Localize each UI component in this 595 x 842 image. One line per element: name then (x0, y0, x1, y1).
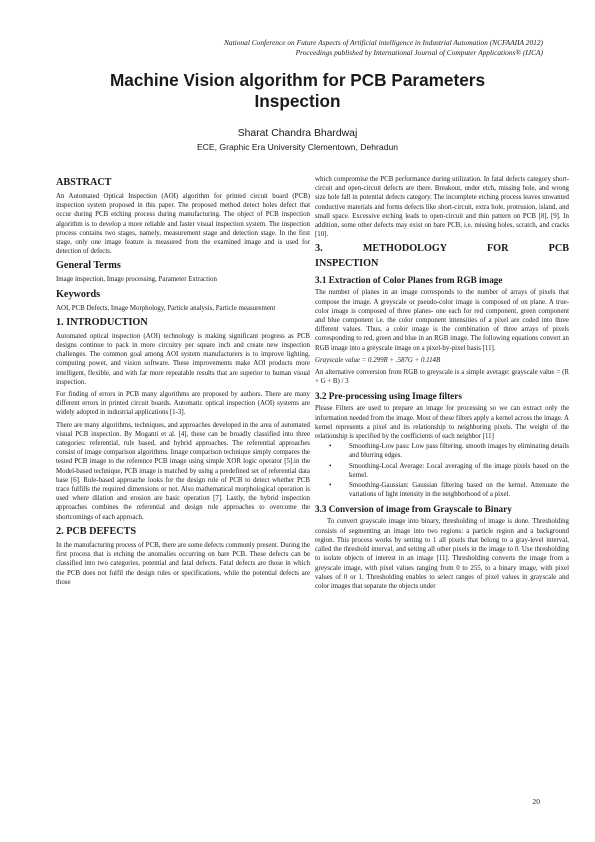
general-terms-text: Image inspection, Image processing, Parameter Extraction (56, 276, 217, 284)
introduction-paragraph: There are many algorithms, techniques, and approaches developed in the area of automated visual PCB inspection. By Moganti et al. [4], these can be broadly classified into three categories: referential, rule based, and hybrid approaches. The referential approaches consist of image comparison algorithms. Image comparison technique simply compares the tested PCB image to the reference PCB image using simple XOR logic operator [5].in the Model-based technique, PCB image is matched by using a predefined set of referential data base [6]. Rule-based approache looks for the design rule of PCB to detect whether PCB trace fulfills the required dimensions or not. Also mathematical morphological operation is used where dilation and erosion are basic operation [7]. Lastly, the hybrid inspection approaches combines the referential and design rule approaches to overcome the shortcomings of each approach. (56, 421, 310, 521)
introduction-paragraph: For finding of errors in PCB many algorithms are proposed by authors. There are many different errors in printed circuit boards. Automatic optical inspection (AOI) systems are widely adopted in industrial applications [1-3]. (56, 391, 310, 417)
paper-title (40, 70, 555, 112)
methodology-heading-continued: INSPECTION (315, 258, 379, 270)
introduction-heading: 1. INTRODUCTION (56, 316, 148, 328)
filter-list-item: • Smoothing-Gaussian: Gaussian filtering based on the kernel. Attenuate the variations of light intensity in the neighborhood of a pixel. (349, 481, 569, 499)
section-3-1-heading: 3.1 Extraction of Color Planes from RGB image (315, 275, 503, 286)
keywords-heading: Keywords (56, 288, 101, 300)
abstract-text: An Automated Optical Inspection (AOI) algorithm for printed circuit board (PCB) inspection system proposed in this paper. The proposed method detect holes defect that occur during PCB etching process during manufacturing. The object of PCB inspection algorithm is to develop a more reliable and faster visual inspection system. The inspection process contains two stages, namely, measurement stage and detection stage. In the first stage, only one image feature is measured from the examined image and is used for detection of defects. (56, 193, 310, 256)
pcb-defects-continued-text: which compromise the PCB performance during utilization. In fatal defects category short-circuit and open-circuit defects are there. Breakout, under etch, missing hole, and wrong size hole fall in potential defects category. The incomplete etching process leaves unwanted conductive materials and forms defects like short-circuit, extra hole, protrusion, island, and small space. Excessive etching leads to open-circuit and thin pattern on PCB [8], [9]. In addition, some other defects may exist on bare PCB, i.e. missing holes, scratch, and cracks [10]. (315, 176, 569, 239)
section-3-2-heading: 3.2 Pre-processing using Image filters (315, 391, 462, 402)
keywords-text: AOI, PCB Defects, Image Morphology, Particle analysis, Particle measurement (56, 304, 276, 312)
title-line-2: Inspection (254, 91, 341, 111)
filter-list-item: • Smoothing-Low pass: Low pass filtering. smooth images by eliminating details and blurring edges. (349, 442, 569, 460)
section-3-3-text: To convert grayscale image into binary, thresholding of image is done. Thresholding consists of segmenting an image into two regions: a particle region and a background region. This process works by setting to 1 all pixels that belong to a gray-level interval, called the threshold interval, and setting all other pixels in the image to 0. Use thresholding to isolate objects of interest in an image [11]. Thresholding converts the image from a greyscale image, with pixel values ranging from 0 to 255, to a binary image, with pixel values of 0 or 1. Thresholding enables to select ranges of pixel values in grayscale and color images that separate the objects under (315, 518, 569, 590)
filter-list (315, 442, 569, 499)
header-conference: National Conference on Future Aspects of Artificial intelligence in Industrial Automation (NCFAAIIA 2012) (224, 38, 543, 47)
introduction-paragraph: Automated optical inspection (AOI) technology is making significant progress as PCB designs continue to pack in more circuitry per square inch and create new inspection challenges. The common goal among AOI system manufacturers is to improve lighting, computing power, and vision software. These improvements make AOI products more intelligent, flexible, and with far more repeatable results that are superior to human visual inspection. (56, 332, 310, 386)
filter-list-item: • Smoothing-Local Average: Local averaging of the image pixels based on the kernel. (349, 462, 569, 480)
running-header (224, 38, 543, 58)
pcb-defects-heading: 2. PCB DEFECTS (56, 525, 137, 537)
grayscale-average-text: An alternative conversion from RGB to greyscale is a simple average: grayscale value = (R + G + B) / 3 (315, 369, 569, 386)
general-terms-heading: General Terms (56, 260, 121, 272)
page-number: 20 (532, 797, 540, 806)
section-3-2-text: Please Filters are used to prepare an image for processing so we can extract only the information needed from the image. Most of these filters apply a kernel across the image. A kernel represents a pixel and its relationship to neighboring pixels. The weight of the relationship is specified by the coefficients of each neighbor [11] (315, 405, 569, 441)
left-column (56, 177, 310, 587)
methodology-heading: 3. METHODOLOGY FOR PCB (315, 243, 569, 255)
section-3-3-heading: 3.3 Conversion of image from Grayscale to Binary (315, 504, 512, 515)
right-column (315, 175, 569, 591)
grayscale-formula: Grayscale value = 0.299R + .587G + 0.114B (315, 356, 441, 364)
author-name: Sharat Chandra Bhardwaj (237, 128, 358, 139)
title-line-1: Machine Vision algorithm for PCB Parameters (109, 70, 486, 90)
abstract-heading: ABSTRACT (56, 177, 112, 188)
author-affiliation: ECE, Graphic Era University Clementown, Dehradun (196, 142, 399, 152)
header-proceedings: Proceedings published by International Journal of Computer Applications® (IJCA) (295, 48, 543, 57)
pcb-defects-text: In the manufacturing process of PCB, there are some defects commonly present. During the first process that is etching the anomalies occurring on bare PCB. These defects can be classified into two categories, potential and fatal defects. Fatal defects are those in which the PCB does not fulfil the design rules or specifications, while the potential defects are those (56, 541, 310, 586)
section-3-1-text: The number of planes in an image corresponds to the number of arrays of pixels that compose the image. A greyscale or pseudo-color image is composed of on plane. A true-color image is composed of three planes- one each for red component, green component and blue component i.e. the color component intensities of a pixel are coded into three different values. Thus, a color image is the combination of three arrays of pixels corresponding to red, green and blue in an RGB image. The following equations convert an RGB image into a greyscale image on a pixel-by-pixel basis [11]. (315, 289, 569, 352)
